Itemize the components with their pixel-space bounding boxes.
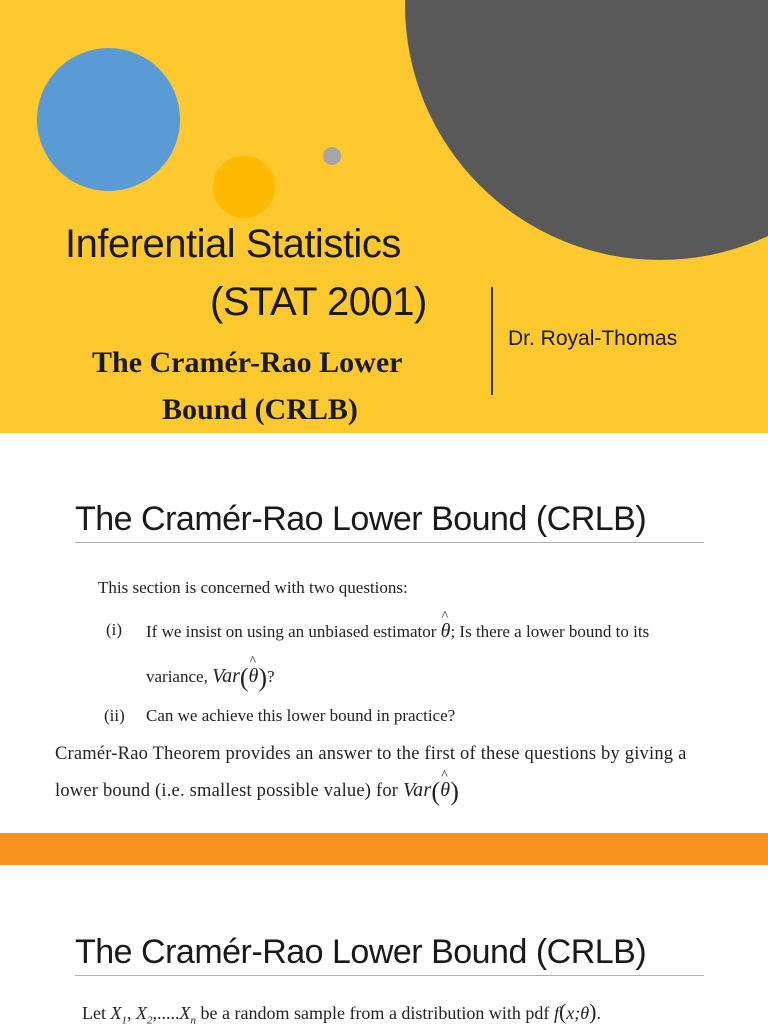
subscript-2: 2: [147, 1014, 153, 1027]
question-1-line-2: variance, Var(^ θ)?: [146, 665, 275, 688]
variance-label: variance,: [146, 667, 208, 686]
subscript-1: 1: [121, 1014, 127, 1027]
theta-hat-symbol: ^ θ: [249, 665, 259, 688]
course-code: (STAT 2001): [210, 280, 427, 324]
question-1-text-b: ; Is there a lower bound to its: [450, 622, 650, 641]
subtitle-line-2: Bound (CRLB): [162, 393, 358, 426]
period: .: [596, 1003, 601, 1023]
paragraph-line-2: lower bound (i.e. smallest possible value) for Var(^ θ): [55, 779, 459, 802]
question-mark: ?: [267, 667, 275, 686]
var-symbol: Var: [212, 665, 240, 687]
theta-hat-symbol: ^ θ: [440, 779, 450, 802]
yellow-circle-decoration: [213, 156, 275, 218]
slide-title: The Cramér-Rao Lower Bound (CRLB): [75, 500, 647, 538]
content-slide-2: [0, 865, 768, 1027]
title-slide: [0, 0, 768, 433]
x-symbol: X: [136, 1003, 147, 1023]
blue-circle-decoration: [37, 48, 180, 191]
pdf-symbol: f: [553, 1003, 559, 1023]
question-1-text-a: If we insist on using an unbiased estimator: [146, 622, 437, 641]
paragraph-line-2-text: lower bound (i.e. smallest possible value) for: [55, 781, 399, 801]
ellipsis: .....: [157, 1003, 180, 1023]
definition-text: Let $X_1$, $X_2,.....X_n$ be a random sample from a distribution with pdf f(x;θ).: [82, 999, 601, 1027]
author-name: Dr. Royal-Thomas: [508, 327, 678, 350]
theta-hat-symbol: ^ θ: [441, 620, 451, 643]
pdf-arguments: x;θ: [566, 1003, 590, 1023]
title-underline: [75, 542, 704, 543]
dark-circle-decoration: [405, 0, 768, 260]
intro-text: This section is concerned with two questions:: [98, 578, 408, 597]
presentation-title: Inferential Statistics: [65, 222, 401, 266]
question-2-label: (ii): [104, 706, 125, 725]
question-2-text: Can we achieve this lower bound in practice?: [146, 706, 456, 725]
x-symbol: X: [179, 1003, 191, 1023]
question-1-text: [146, 620, 649, 643]
slide-separator-band: [0, 833, 768, 865]
let-word: Let: [82, 1003, 106, 1023]
paragraph-line-1: Cramér-Rao Theorem provides an answer to the first of these questions by giving a: [55, 744, 687, 764]
subtitle-line-1: The Cramér-Rao Lower: [92, 346, 403, 379]
x-symbol: X: [110, 1003, 122, 1023]
vertical-divider: [491, 287, 493, 395]
content-slide: [0, 433, 768, 833]
slide-title: The Cramér-Rao Lower Bound (CRLB): [75, 933, 647, 971]
question-1-label: (i): [106, 620, 123, 639]
var-symbol: Var: [402, 779, 432, 801]
title-underline: [75, 975, 704, 976]
definition-middle-text: be a random sample from a distribution with pdf: [200, 1003, 550, 1023]
subscript-n: n: [190, 1014, 196, 1027]
gray-dot-decoration: [323, 147, 341, 165]
